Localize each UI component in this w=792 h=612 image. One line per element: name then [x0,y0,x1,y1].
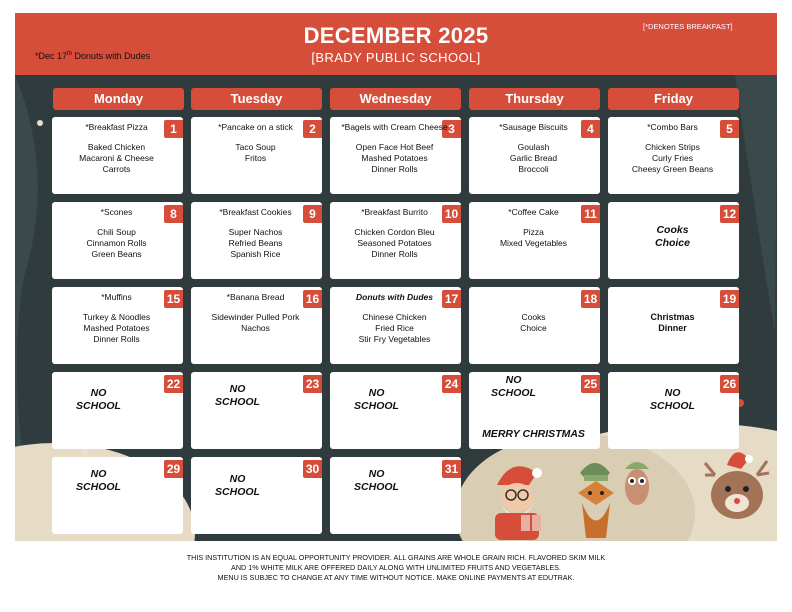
footer-line: AND 1% WHITE MILK ARE OFFERED DAILY ALONG WITH UNLIMITED FRUITS AND VEGETABLES. [231,563,561,572]
no-school-label: NO [664,387,681,399]
date-badge: 4 [581,120,600,138]
day-cell-31 [330,457,461,534]
date-badge: 24 [442,375,461,393]
menu-item: Mashed Potatoes [361,153,428,163]
date-badge: 22 [164,375,183,393]
menu-item: Chili Soup [97,227,136,237]
no-school-label: SCHOOL [76,481,121,493]
breakfast-item: *Combo Bars [647,122,698,132]
menu-item: Green Beans [91,249,142,259]
day-cell-26 [608,372,739,449]
date-badge: 19 [720,290,739,308]
menu-item: Baked Chicken [87,142,146,152]
menu-item: Chicken Cordon Bleu [354,227,435,237]
day-cell-2 [191,117,322,194]
menu-item: Cooks [656,224,689,236]
day-header-wednesday: Wednesday [330,88,461,110]
date-badge: 25 [581,375,600,393]
calendar-poster [15,13,777,541]
no-school-label: NO [90,387,107,399]
date-badge: 5 [720,120,739,138]
holiday-greeting: MERRY CHRISTMAS [482,428,585,440]
day-cell-23 [191,372,322,449]
day-cell-3 [330,117,461,194]
breakfast-item: *Pancake on a stick [218,122,293,132]
date-badge: 18 [581,290,600,308]
date-badge: 23 [303,375,322,393]
day-cell-10 [330,202,461,279]
day-cell-15 [52,287,183,364]
date-badge: 26 [720,375,739,393]
date-badge: 10 [442,205,461,223]
menu-item: Garlic Bread [509,153,558,163]
breakfast-legend: [*DENOTES BREAKFAST] [643,22,733,31]
no-school-label: SCHOOL [491,387,536,399]
menu-item: Dinner Rolls [371,164,418,174]
date-badge: 17 [442,290,461,308]
menu-item: Cooks [521,312,546,322]
menu-item: Mashed Potatoes [83,323,150,333]
footer-line: THIS INSTITUTION IS AN EQUAL OPPORTUNITY PROVIDER. ALL GRAINS ARE WHOLE GRAIN RICH. FLAVORED SKIM MILK [186,553,606,562]
owl-illustration-icon [619,457,655,517]
menu-item: Fritos [244,153,267,163]
no-school-label: SCHOOL [215,486,260,498]
menu-item: Spanish Rice [230,249,281,259]
day-cell-16 [191,287,322,364]
date-badge: 16 [303,290,322,308]
no-school-label: SCHOOL [215,396,260,408]
date-badge: 8 [164,205,183,223]
menu-item: Choice [654,237,690,249]
menu-item: Chinese Chicken [362,312,427,322]
breakfast-item: *Scones [100,207,133,217]
no-school-label: NO [229,473,246,485]
event-title: Donuts with Dudes [356,292,433,302]
day-cell-24 [330,372,461,449]
day-header-monday: Monday [53,88,184,110]
menu-item: Christmas [650,312,695,322]
date-badge: 31 [442,460,461,478]
menu-item: Mixed Vegetables [499,238,568,248]
day-cell-1 [52,117,183,194]
no-school-label: SCHOOL [354,400,399,412]
day-cell-9 [191,202,322,279]
day-cell-4 [469,117,600,194]
day-header-tuesday: Tuesday [191,88,322,110]
footer-disclaimer [0,553,792,583]
no-school-label: NO [505,374,522,386]
day-cell-30 [191,457,322,534]
menu-item: Dinner Rolls [371,249,418,259]
menu-item: Open Face Hot Beef [355,142,434,152]
footer-line: MENU IS SUBJEC TO CHANGE AT ANY TIME WITHOUT NOTICE. MAKE ONLINE PAYMENTS AT EDUTRAK. [217,573,575,582]
menu-item: Refried Beans [228,238,283,248]
menu-item: Pizza [523,227,544,237]
menu-item: Stir Fry Vegetables [358,334,431,344]
no-school-label: SCHOOL [354,481,399,493]
day-cell-18 [469,287,600,364]
menu-item: Chicken Strips [645,142,700,152]
breakfast-item: *Muffins [101,292,132,302]
menu-item: Dinner [658,323,687,333]
no-school-label: NO [368,387,385,399]
menu-item: Sidewinder Pulled Pork [211,312,300,322]
breakfast-item: *Breakfast Cookies [219,207,292,217]
breakfast-item: *Breakfast Burrito [361,207,428,217]
menu-item: Curly Fries [651,153,694,163]
breakfast-item: *Coffee Cake [508,207,559,217]
day-cell-17 [330,287,461,364]
menu-item: Macaroni & Cheese [79,153,154,163]
date-badge: 29 [164,460,183,478]
no-school-label: SCHOOL [650,400,695,412]
breakfast-item: *Bagels with Cream Cheese [341,122,448,132]
day-cell-11 [469,202,600,279]
day-cell-8 [52,202,183,279]
date-badge: 9 [303,205,322,223]
menu-item: Dinner Rolls [93,334,140,344]
menu-item: Turkey & Noodles [82,312,151,322]
date-badge: 3 [442,120,461,138]
no-school-label: NO [368,468,385,480]
menu-item: Taco Soup [235,142,276,152]
menu-item: Cheesy Green Beans [631,164,714,174]
menu-item: Carrots [102,164,131,174]
day-cell-19 [608,287,739,364]
day-cell-12 [608,202,739,279]
day-header-thursday: Thursday [469,88,600,110]
menu-item: Broccoli [518,164,549,174]
breakfast-item: *Sausage Biscuits [499,122,568,132]
breakfast-item: *Banana Bread [226,292,285,302]
menu-item: Goulash [517,142,550,152]
menu-item: Seasoned Potatoes [357,238,432,248]
no-school-label: NO [90,468,107,480]
page-title: DECEMBER 2025 [303,23,489,48]
menu-item: Nachos [241,323,270,333]
no-school-label: SCHOOL [76,400,121,412]
santa-illustration-icon [477,455,557,540]
day-cell-5 [608,117,739,194]
day-cell-22 [52,372,183,449]
menu-item: Cinnamon Rolls [86,238,147,248]
event-note: *Dec 17th Donuts with Dudes [35,51,151,61]
date-badge: 11 [581,205,600,223]
reindeer-illustration-icon [697,445,777,535]
menu-item: Choice [520,323,547,333]
no-school-label: NO [229,383,246,395]
menu-item: Fried Rice [375,323,414,333]
date-badge: 15 [164,290,183,308]
breakfast-item: *Breakfast Pizza [85,122,148,132]
date-badge: 1 [164,120,183,138]
day-header-friday: Friday [608,88,739,110]
date-badge: 30 [303,460,322,478]
day-cell-25 [469,372,600,449]
date-badge: 12 [720,205,739,223]
menu-item: Super Nachos [228,227,283,237]
page-subtitle: [BRADY PUBLIC SCHOOL] [311,50,481,65]
day-cell-29 [52,457,183,534]
date-badge: 2 [303,120,322,138]
